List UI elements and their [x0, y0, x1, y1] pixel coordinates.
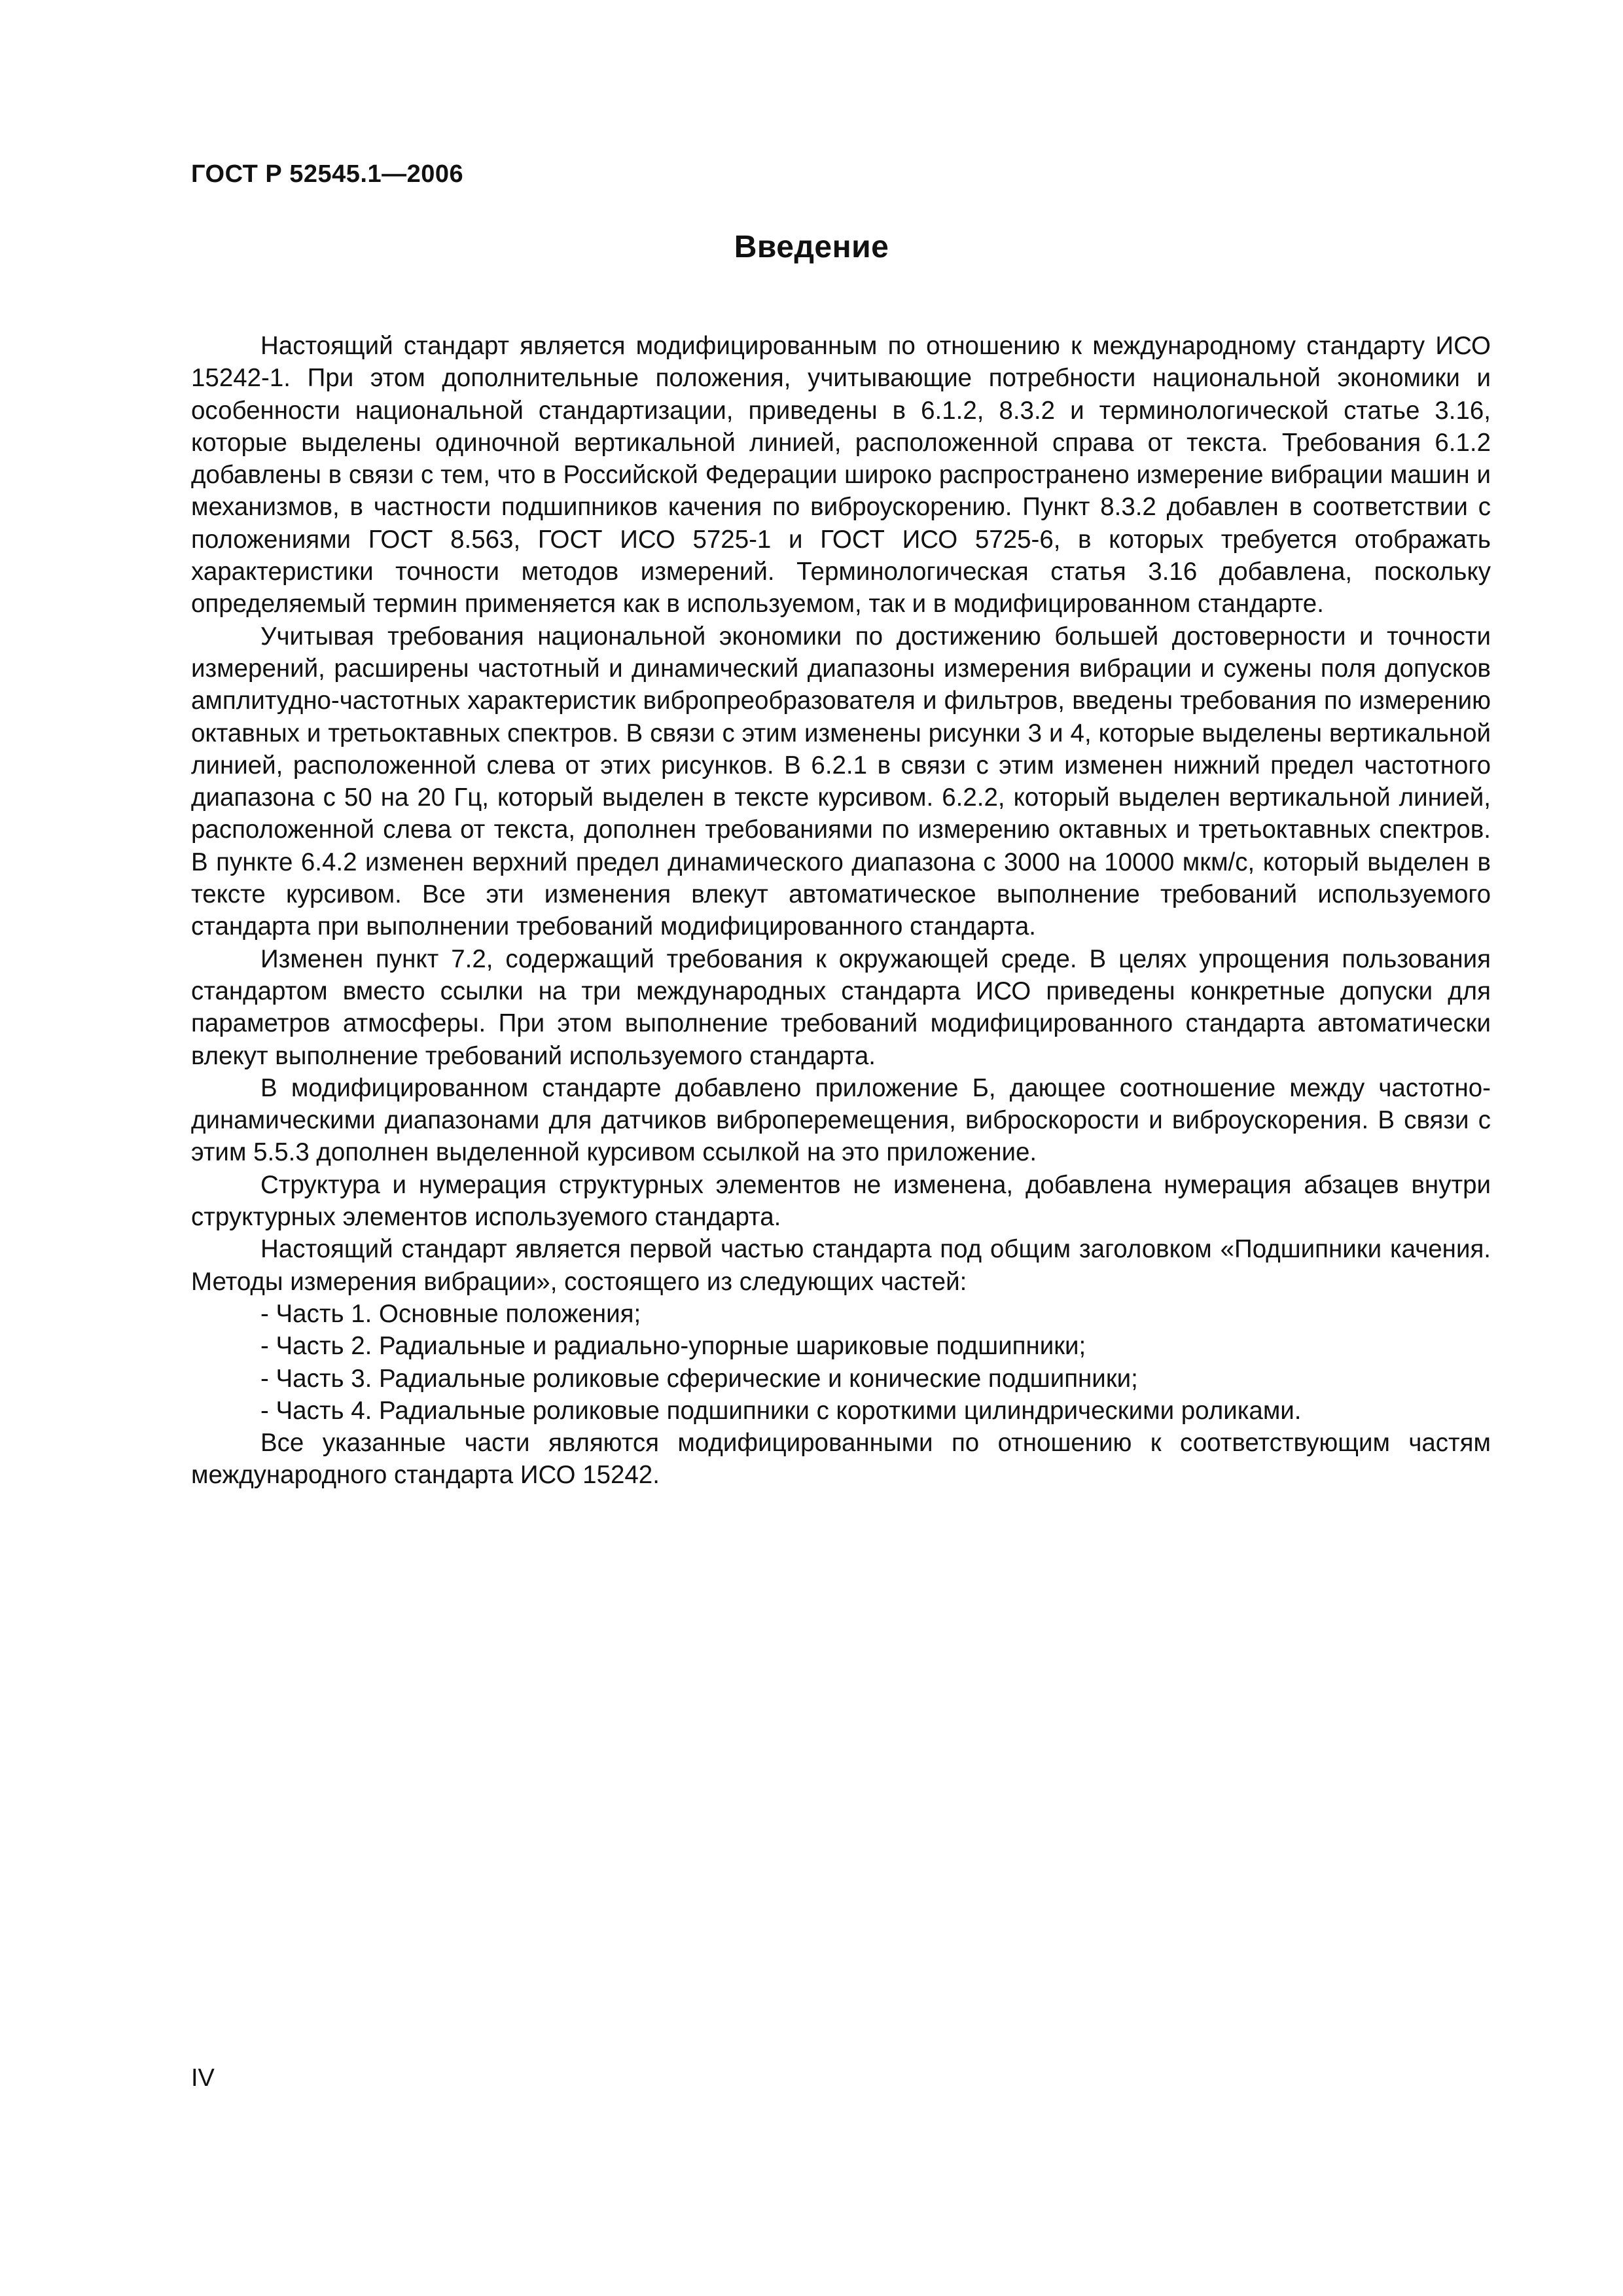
body-text — [191, 330, 1491, 1492]
page-number: IV — [191, 2064, 215, 2092]
paragraph-series-intro: Настоящий стандарт является первой частью стандарта под общим заголовком «Подшипники качения. Методы измерения вибрации», состоящего из следующих частей: — [191, 1235, 1491, 1296]
parts-list — [191, 1298, 1491, 1427]
list-item-part-3: - Часть 3. Радиальные роликовые сферические и конические подшипники; — [260, 1364, 1138, 1393]
document-code: ГОСТ Р 52545.1—2006 — [191, 160, 464, 188]
section-title: Введение — [734, 230, 889, 264]
paragraph-expanded-ranges: Учитывая требования национальной экономики по достижению большей достоверности и точности измерений, расширены частотный и динамический диапазоны измерения вибрации и сужены поля допусков амплитудно-частотных характеристик вибропреобразователя и фильтров, введены требования по измерению октавных и третьоктавных спектров. В связи с этим изменены рисунки 3 и 4, которые выделены вертикальной линией, расположенной слева от этих рисунков. В 6.2.1 в связи с этим изменен нижний предел частотного диапазона с 50 на 20 Гц, который выделен в тексте курсивом. 6.2.2, который выделен вертикальной линией, расположенной слева от текста, дополнен требованиями по измерению октавных и третьоктавных спектров. В пункте 6.4.2 изменен верхний предел динамического диапазона с 3000 на 10000 мкм/с, который выделен в тексте курсивом. Все эти изменения влекут автоматическое выполнение требований используемого стандарта при выполнении требований модифицированного стандарта. — [191, 622, 1491, 941]
paragraph-structure: Структура и нумерация структурных элементов не изменена, добавлена нумерация абзацев внутри структурных элементов используемого стандарта. — [191, 1170, 1491, 1232]
paragraph-environment: Изменен пункт 7.2, содержащий требования к окружающей среде. В целях упрощения пользования стандартом вместо ссылки на три международных стандарта ИСО приведены конкретные допуски для параметров атмосферы. При этом выполнение требований модифицированного стандарта автоматически влекут выполнение требований используемого стандарта. — [191, 944, 1491, 1070]
list-item-part-4: - Часть 4. Радиальные роликовые подшипники с короткими цилиндрическими роликами. — [260, 1396, 1302, 1425]
paragraph-closing: Все указанные части являются модифицированными по отношению к соответствующим частям международного стандарта ИСО 15242. — [191, 1429, 1491, 1490]
list-item-part-1: - Часть 1. Основные положения; — [260, 1299, 641, 1328]
paragraph-modification-intro: Настоящий стандарт является модифицированным по отношению к международному стандарту ИСО 15242-1. При этом дополнительные положения, учитывающие потребности национальной экономики и особенности национальной стандартизации, приведены в 6.1.2, 8.3.2 и терминологической статье 3.16, которые выделены одиночной вертикальной линией, расположенной справа от текста. Требования 6.1.2 добавлены в связи с тем, что в Российской Федерации широко распространено измерение вибрации машин и механизмов, в частности подшипников качения по виброускорению. Пункт 8.3.2 добавлен в соответствии с положениями ГОСТ 8.563, ГОСТ ИСО 5725-1 и ГОСТ ИСО 5725-6, в которых требуется отображать характеристики точности методов измерений. Терминологическая статья 3.16 добавлена, поскольку определяемый термин применяется как в используемом, так и в модифицированном стандарте. — [191, 332, 1491, 619]
list-item-part-2: - Часть 2. Радиальные и радиально-упорные шариковые подшипники; — [260, 1332, 1086, 1361]
paragraph-annex-b: В модифицированном стандарте добавлено приложение Б, дающее соотношение между частотно-динамическими диапазонами для датчиков виброперемещения, виброскорости и виброускорения. В связи с этим 5.5.3 дополнен выделенной курсивом ссылкой на это приложение. — [191, 1073, 1491, 1167]
